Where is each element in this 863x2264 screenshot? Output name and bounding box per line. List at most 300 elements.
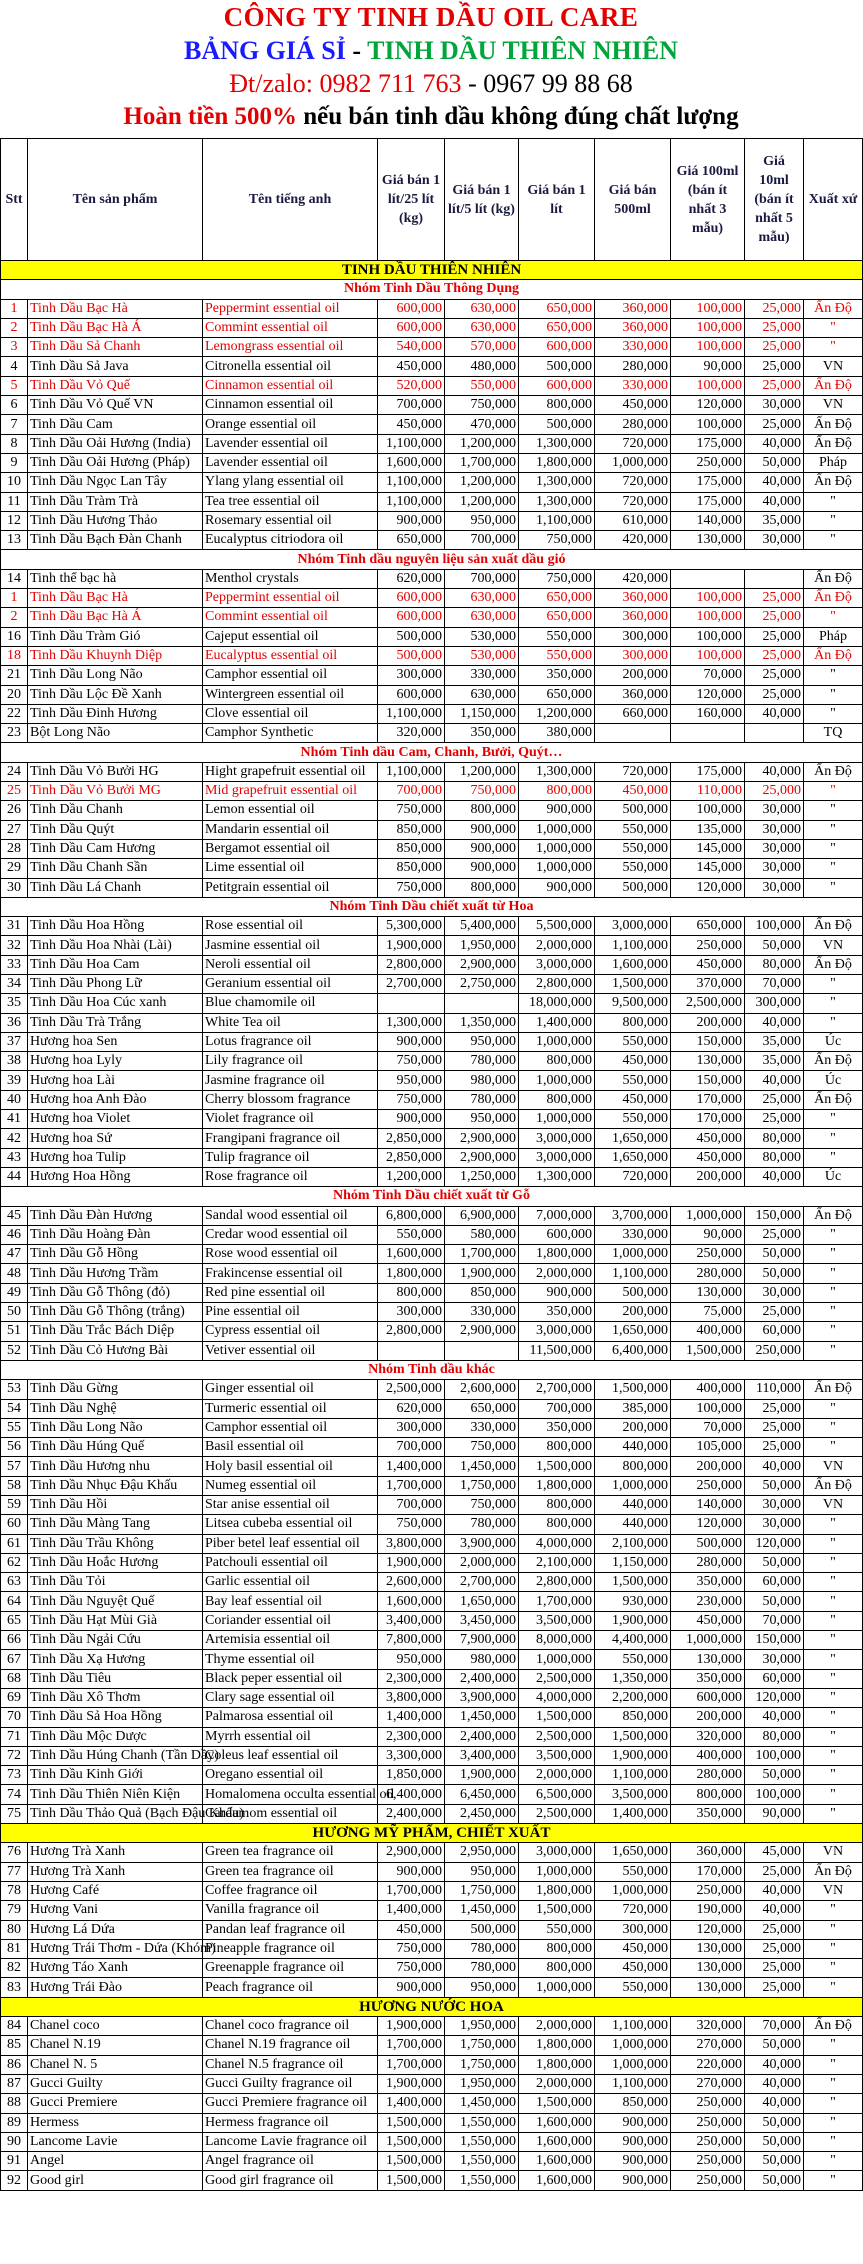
table-row bbox=[1, 1129, 863, 1148]
cell-price-25l: 300,000 bbox=[378, 666, 445, 685]
cell-price-1l: 550,000 bbox=[519, 627, 595, 646]
cell-price-500ml: 280,000 bbox=[595, 415, 671, 434]
cell-price-1l: 1,000,000 bbox=[519, 839, 595, 858]
cell-price-5l: 630,000 bbox=[445, 299, 519, 318]
cell-price-25l bbox=[378, 1341, 445, 1360]
table-row bbox=[1, 2036, 863, 2055]
cell-price-100ml: 130,000 bbox=[671, 531, 745, 550]
cell-price-500ml: 450,000 bbox=[595, 782, 671, 801]
cell-stt: 38 bbox=[1, 1052, 28, 1071]
cell-price-10ml: 40,000 bbox=[745, 1071, 804, 1090]
cell-price-25l: 750,000 bbox=[378, 1515, 445, 1534]
section-header-row bbox=[1, 1997, 863, 2016]
cell-product-name: Chanel coco bbox=[28, 2017, 203, 2036]
cell-price-25l: 1,100,000 bbox=[378, 762, 445, 781]
cell-price-10ml: 40,000 bbox=[745, 1901, 804, 1920]
cell-price-1l: 800,000 bbox=[519, 1052, 595, 1071]
cell-product-name: Tinh Dầu Húng Chanh (Tần Dầy) bbox=[28, 1746, 203, 1765]
cell-price-5l: 350,000 bbox=[445, 724, 519, 743]
cell-price-25l bbox=[378, 994, 445, 1013]
cell-price-10ml: 40,000 bbox=[745, 1013, 804, 1032]
cell-english-name: Vanilla fragrance oil bbox=[203, 1901, 378, 1920]
cell-price-1l: 3,000,000 bbox=[519, 955, 595, 974]
cell-price-25l: 600,000 bbox=[378, 608, 445, 627]
cell-price-1l: 18,000,000 bbox=[519, 994, 595, 1013]
cell-price-1l: 800,000 bbox=[519, 1515, 595, 1534]
cell-price-10ml: 25,000 bbox=[745, 318, 804, 337]
cell-price-100ml: 100,000 bbox=[671, 608, 745, 627]
cell-price-10ml: 50,000 bbox=[745, 1592, 804, 1611]
cell-price-1l: 2,000,000 bbox=[519, 936, 595, 955]
cell-origin: Ấn Độ bbox=[804, 434, 863, 453]
cell-price-100ml: 100,000 bbox=[671, 1399, 745, 1418]
cell-price-500ml: 550,000 bbox=[595, 820, 671, 839]
cell-stt: 51 bbox=[1, 1322, 28, 1341]
table-row bbox=[1, 1708, 863, 1727]
cell-english-name: Ginger essential oil bbox=[203, 1380, 378, 1399]
cell-english-name: Angel fragrance oil bbox=[203, 2152, 378, 2171]
cell-product-name: Tinh Dầu Đàn Hương bbox=[28, 1206, 203, 1225]
cell-english-name: Cherry blossom fragrance bbox=[203, 1090, 378, 1109]
cell-price-500ml: 1,100,000 bbox=[595, 936, 671, 955]
cell-origin: Pháp bbox=[804, 453, 863, 472]
table-row bbox=[1, 1959, 863, 1978]
cell-price-5l: 2,900,000 bbox=[445, 1148, 519, 1167]
cell-product-name: Lancome Lavie bbox=[28, 2132, 203, 2151]
cell-origin: " bbox=[804, 2074, 863, 2093]
col-header-product-name: Tên sản phẩm bbox=[28, 139, 203, 261]
table-row bbox=[1, 1438, 863, 1457]
cell-stt: 78 bbox=[1, 1881, 28, 1900]
cell-stt: 70 bbox=[1, 1708, 28, 1727]
cell-price-100ml: 200,000 bbox=[671, 1457, 745, 1476]
cell-stt: 8 bbox=[1, 434, 28, 453]
table-row bbox=[1, 1052, 863, 1071]
cell-price-100ml: 250,000 bbox=[671, 2094, 745, 2113]
cell-english-name: Garlic essential oil bbox=[203, 1573, 378, 1592]
cell-price-500ml: 1,600,000 bbox=[595, 955, 671, 974]
cell-price-1l: 650,000 bbox=[519, 299, 595, 318]
cell-price-25l: 2,800,000 bbox=[378, 1322, 445, 1341]
cell-price-1l: 1,300,000 bbox=[519, 1167, 595, 1186]
cell-english-name: Cypress essential oil bbox=[203, 1322, 378, 1341]
cell-origin: Ấn Độ bbox=[804, 299, 863, 318]
cell-origin: " bbox=[804, 1669, 863, 1688]
cell-origin: Pháp bbox=[804, 627, 863, 646]
section-title: TINH DẦU THIÊN NHIÊN bbox=[1, 261, 863, 280]
cell-price-100ml: 450,000 bbox=[671, 1611, 745, 1630]
cell-origin: VN bbox=[804, 936, 863, 955]
cell-stt: 56 bbox=[1, 1438, 28, 1457]
cell-price-100ml: 320,000 bbox=[671, 1727, 745, 1746]
cell-price-5l: 2,000,000 bbox=[445, 1553, 519, 1572]
cell-origin: " bbox=[804, 1341, 863, 1360]
cell-price-25l: 850,000 bbox=[378, 820, 445, 839]
cell-price-10ml: 25,000 bbox=[745, 1438, 804, 1457]
cell-price-1l: 900,000 bbox=[519, 1283, 595, 1302]
cell-price-100ml: 220,000 bbox=[671, 2055, 745, 2074]
cell-price-5l: 780,000 bbox=[445, 1939, 519, 1958]
cell-price-5l: 1,550,000 bbox=[445, 2152, 519, 2171]
cell-price-5l: 950,000 bbox=[445, 511, 519, 530]
cell-price-1l: 1,300,000 bbox=[519, 762, 595, 781]
col-header-price-500ml: Giá bán 500ml bbox=[595, 139, 671, 261]
table-row bbox=[1, 1071, 863, 1090]
cell-stt: 68 bbox=[1, 1669, 28, 1688]
cell-price-5l: 330,000 bbox=[445, 1303, 519, 1322]
cell-product-name: Hương Café bbox=[28, 1881, 203, 1900]
cell-price-25l: 2,700,000 bbox=[378, 974, 445, 993]
cell-english-name: Chanel N.19 fragrance oil bbox=[203, 2036, 378, 2055]
cell-stt: 31 bbox=[1, 917, 28, 936]
table-row bbox=[1, 2113, 863, 2132]
cell-price-5l: 7,900,000 bbox=[445, 1631, 519, 1650]
table-row bbox=[1, 2132, 863, 2151]
cell-price-10ml: 30,000 bbox=[745, 396, 804, 415]
cell-price-100ml: 170,000 bbox=[671, 1090, 745, 1109]
cell-price-5l: 800,000 bbox=[445, 878, 519, 897]
cell-price-1l: 900,000 bbox=[519, 878, 595, 897]
cell-price-5l: 1,700,000 bbox=[445, 1245, 519, 1264]
cell-price-5l: 950,000 bbox=[445, 1110, 519, 1129]
cell-origin: " bbox=[804, 1631, 863, 1650]
cell-origin: TQ bbox=[804, 724, 863, 743]
cell-price-100ml: 450,000 bbox=[671, 955, 745, 974]
cell-price-25l: 2,900,000 bbox=[378, 1843, 445, 1862]
cell-origin: " bbox=[804, 1978, 863, 1997]
cell-price-25l: 750,000 bbox=[378, 1959, 445, 1978]
cell-stt: 2 bbox=[1, 318, 28, 337]
cell-stt: 41 bbox=[1, 1110, 28, 1129]
cell-english-name: Chanel N.5 fragrance oil bbox=[203, 2055, 378, 2074]
cell-product-name: Tinh Dầu Gỗ Thông (đỏ) bbox=[28, 1283, 203, 1302]
cell-price-1l: 600,000 bbox=[519, 376, 595, 395]
cell-english-name: Black peper essential oil bbox=[203, 1669, 378, 1688]
cell-price-1l: 1,000,000 bbox=[519, 1071, 595, 1090]
table-row bbox=[1, 1881, 863, 1900]
cell-product-name: Tinh Dầu Cam Hương bbox=[28, 839, 203, 858]
table-row bbox=[1, 936, 863, 955]
table-row bbox=[1, 1631, 863, 1650]
cell-price-500ml: 800,000 bbox=[595, 1013, 671, 1032]
cell-price-5l: 500,000 bbox=[445, 1920, 519, 1939]
cell-price-100ml: 135,000 bbox=[671, 820, 745, 839]
cell-stt: 79 bbox=[1, 1901, 28, 1920]
cell-price-10ml: 25,000 bbox=[745, 1090, 804, 1109]
cell-english-name: Pandan leaf fragrance oil bbox=[203, 1920, 378, 1939]
cell-stt: 13 bbox=[1, 531, 28, 550]
cell-product-name: Tinh Dầu Xô Thơm bbox=[28, 1688, 203, 1707]
table-row bbox=[1, 1669, 863, 1688]
cell-price-25l: 1,500,000 bbox=[378, 2152, 445, 2171]
table-row bbox=[1, 685, 863, 704]
refund-text: nếu bán tinh dầu không đúng chất lượng bbox=[297, 103, 739, 130]
cell-price-100ml: 270,000 bbox=[671, 2074, 745, 2093]
cell-price-100ml: 130,000 bbox=[671, 1939, 745, 1958]
cell-origin: Ấn Độ bbox=[804, 1862, 863, 1881]
cell-price-1l: 1,800,000 bbox=[519, 2036, 595, 2055]
cell-stt: 92 bbox=[1, 2171, 28, 2190]
cell-english-name: Jasmine essential oil bbox=[203, 936, 378, 955]
cell-product-name: Tinh Dầu Vỏ Quế VN bbox=[28, 396, 203, 415]
cell-price-1l: 8,000,000 bbox=[519, 1631, 595, 1650]
table-header-row bbox=[1, 139, 863, 261]
cell-price-1l: 750,000 bbox=[519, 531, 595, 550]
cell-english-name: Mid grapefruit essential oil bbox=[203, 782, 378, 801]
cell-origin: " bbox=[804, 666, 863, 685]
cell-product-name: Hương Lá Dứa bbox=[28, 1920, 203, 1939]
cell-english-name: Frangipani fragrance oil bbox=[203, 1129, 378, 1148]
cell-english-name: Pineapple fragrance oil bbox=[203, 1939, 378, 1958]
group-header-row bbox=[1, 1360, 863, 1379]
cell-product-name: Tinh Dầu Lộc Đề Xanh bbox=[28, 685, 203, 704]
cell-price-25l: 7,800,000 bbox=[378, 1631, 445, 1650]
cell-english-name: Commint essential oil bbox=[203, 318, 378, 337]
cell-stt: 84 bbox=[1, 2017, 28, 2036]
cell-product-name: Tinh Dầu Phong Lữ bbox=[28, 974, 203, 993]
cell-price-10ml: 100,000 bbox=[745, 1746, 804, 1765]
cell-price-1l: 3,000,000 bbox=[519, 1148, 595, 1167]
table-row bbox=[1, 1843, 863, 1862]
group-title: Nhóm Tinh dầu Cam, Chanh, Bưởi, Quýt… bbox=[1, 743, 863, 762]
cell-price-100ml: 1,000,000 bbox=[671, 1206, 745, 1225]
cell-price-500ml: 1,650,000 bbox=[595, 1843, 671, 1862]
cell-price-100ml: 140,000 bbox=[671, 511, 745, 530]
cell-price-1l: 11,500,000 bbox=[519, 1341, 595, 1360]
cell-price-25l: 3,400,000 bbox=[378, 1611, 445, 1630]
cell-origin: Ấn Độ bbox=[804, 473, 863, 492]
cell-price-1l: 500,000 bbox=[519, 357, 595, 376]
cell-price-500ml: 1,000,000 bbox=[595, 1881, 671, 1900]
cell-price-500ml: 1,000,000 bbox=[595, 453, 671, 472]
cell-price-10ml: 50,000 bbox=[745, 1766, 804, 1785]
cell-price-1l: 1,000,000 bbox=[519, 1032, 595, 1051]
table-row bbox=[1, 1553, 863, 1572]
cell-price-100ml: 120,000 bbox=[671, 878, 745, 897]
cell-price-10ml: 25,000 bbox=[745, 1959, 804, 1978]
cell-price-5l: 2,400,000 bbox=[445, 1669, 519, 1688]
table-row bbox=[1, 1862, 863, 1881]
cell-price-10ml: 40,000 bbox=[745, 1167, 804, 1186]
cell-price-10ml: 35,000 bbox=[745, 1032, 804, 1051]
cell-english-name: Numeg essential oil bbox=[203, 1476, 378, 1495]
cell-price-25l: 2,800,000 bbox=[378, 955, 445, 974]
cell-price-500ml: 900,000 bbox=[595, 2152, 671, 2171]
cell-price-5l: 1,750,000 bbox=[445, 1476, 519, 1495]
cell-origin: " bbox=[804, 685, 863, 704]
cell-stt: 71 bbox=[1, 1727, 28, 1746]
cell-price-1l: 2,000,000 bbox=[519, 1264, 595, 1283]
cell-price-10ml: 25,000 bbox=[745, 782, 804, 801]
cell-stt: 48 bbox=[1, 1264, 28, 1283]
cell-stt: 72 bbox=[1, 1746, 28, 1765]
cell-price-5l: 1,900,000 bbox=[445, 1264, 519, 1283]
cell-english-name: Vetiver essential oil bbox=[203, 1341, 378, 1360]
cell-price-1l: 550,000 bbox=[519, 1920, 595, 1939]
cell-price-10ml: 60,000 bbox=[745, 1322, 804, 1341]
cell-price-100ml bbox=[671, 569, 745, 588]
cell-price-5l: 1,550,000 bbox=[445, 2171, 519, 2190]
cell-english-name: Basil essential oil bbox=[203, 1438, 378, 1457]
cell-price-100ml: 145,000 bbox=[671, 839, 745, 858]
cell-price-1l: 5,500,000 bbox=[519, 917, 595, 936]
col-header-price-5l: Giá bán 1 lít/5 lít (kg) bbox=[445, 139, 519, 261]
cell-price-100ml: 370,000 bbox=[671, 974, 745, 993]
cell-price-500ml: 1,000,000 bbox=[595, 2036, 671, 2055]
cell-english-name: Peppermint essential oil bbox=[203, 589, 378, 608]
table-row bbox=[1, 589, 863, 608]
cell-price-100ml: 250,000 bbox=[671, 2113, 745, 2132]
cell-price-10ml: 25,000 bbox=[745, 376, 804, 395]
phone-label: Đt/zalo: bbox=[229, 69, 320, 98]
cell-price-25l: 300,000 bbox=[378, 1418, 445, 1437]
table-row bbox=[1, 2171, 863, 2190]
cell-origin: " bbox=[804, 820, 863, 839]
cell-price-10ml: 25,000 bbox=[745, 357, 804, 376]
cell-stt: 5 bbox=[1, 376, 28, 395]
cell-price-25l: 900,000 bbox=[378, 1862, 445, 1881]
cell-price-5l: 750,000 bbox=[445, 782, 519, 801]
cell-price-1l: 750,000 bbox=[519, 569, 595, 588]
cell-price-25l: 1,500,000 bbox=[378, 2113, 445, 2132]
cell-price-1l: 800,000 bbox=[519, 1496, 595, 1515]
cell-stt: 7 bbox=[1, 415, 28, 434]
cell-price-500ml: 1,100,000 bbox=[595, 2017, 671, 2036]
cell-english-name: Lemon essential oil bbox=[203, 801, 378, 820]
cell-price-500ml: 200,000 bbox=[595, 1418, 671, 1437]
table-row bbox=[1, 1978, 863, 1997]
cell-product-name: Gucci Premiere bbox=[28, 2094, 203, 2113]
cell-stt: 46 bbox=[1, 1225, 28, 1244]
cell-stt: 76 bbox=[1, 1843, 28, 1862]
cell-price-500ml: 720,000 bbox=[595, 1901, 671, 1920]
cell-stt: 14 bbox=[1, 569, 28, 588]
cell-price-10ml: 80,000 bbox=[745, 1148, 804, 1167]
table-row bbox=[1, 1534, 863, 1553]
cell-price-1l: 1,000,000 bbox=[519, 1978, 595, 1997]
group-title: Nhóm Tinh dầu nguyên liệu sản xuất dầu gió bbox=[1, 550, 863, 569]
cell-price-100ml: 200,000 bbox=[671, 1013, 745, 1032]
cell-stt: 58 bbox=[1, 1476, 28, 1495]
cell-english-name: Ylang ylang essential oil bbox=[203, 473, 378, 492]
cell-english-name: Jasmine fragrance oil bbox=[203, 1071, 378, 1090]
cell-origin: " bbox=[804, 1013, 863, 1032]
cell-english-name: Wintergreen essential oil bbox=[203, 685, 378, 704]
cell-price-500ml: 360,000 bbox=[595, 685, 671, 704]
table-row bbox=[1, 762, 863, 781]
cell-price-500ml: 6,400,000 bbox=[595, 1341, 671, 1360]
cell-price-500ml: 330,000 bbox=[595, 376, 671, 395]
company-name: CÔNG TY TINH DẦU OIL CARE bbox=[223, 2, 639, 32]
cell-price-10ml: 50,000 bbox=[745, 1264, 804, 1283]
cell-price-100ml: 100,000 bbox=[671, 338, 745, 357]
group-title: Nhóm Tinh Dầu Thông Dụng bbox=[1, 280, 863, 299]
cell-origin: " bbox=[804, 2036, 863, 2055]
cell-price-1l: 350,000 bbox=[519, 1303, 595, 1322]
cell-stt: 42 bbox=[1, 1129, 28, 1148]
cell-price-500ml: 720,000 bbox=[595, 434, 671, 453]
cell-price-1l: 800,000 bbox=[519, 1959, 595, 1978]
cell-price-5l bbox=[445, 994, 519, 1013]
cell-price-100ml: 250,000 bbox=[671, 453, 745, 472]
cell-price-25l: 620,000 bbox=[378, 1399, 445, 1418]
cell-price-5l: 800,000 bbox=[445, 801, 519, 820]
cell-english-name: Turmeric essential oil bbox=[203, 1399, 378, 1418]
cell-price-25l: 900,000 bbox=[378, 511, 445, 530]
cell-price-25l: 750,000 bbox=[378, 878, 445, 897]
cell-price-100ml: 350,000 bbox=[671, 1573, 745, 1592]
cell-price-100ml: 130,000 bbox=[671, 1959, 745, 1978]
cell-price-500ml: 900,000 bbox=[595, 2171, 671, 2190]
cell-price-25l: 1,500,000 bbox=[378, 2132, 445, 2151]
cell-price-100ml: 140,000 bbox=[671, 1496, 745, 1515]
cell-origin: Ấn Độ bbox=[804, 1380, 863, 1399]
cell-price-25l: 1,600,000 bbox=[378, 453, 445, 472]
cell-price-500ml: 900,000 bbox=[595, 2113, 671, 2132]
cell-price-500ml: 1,650,000 bbox=[595, 1148, 671, 1167]
col-header-price-1l: Giá bán 1 lít bbox=[519, 139, 595, 261]
cell-english-name: Mandarin essential oil bbox=[203, 820, 378, 839]
cell-stt: 3 bbox=[1, 338, 28, 357]
group-header-row bbox=[1, 897, 863, 916]
cell-origin: " bbox=[804, 338, 863, 357]
cell-price-100ml: 650,000 bbox=[671, 917, 745, 936]
table-row bbox=[1, 1110, 863, 1129]
cell-english-name: Rosemary essential oil bbox=[203, 511, 378, 530]
cell-price-10ml: 110,000 bbox=[745, 1380, 804, 1399]
cell-origin: " bbox=[804, 1939, 863, 1958]
cell-price-5l: 750,000 bbox=[445, 396, 519, 415]
table-body bbox=[1, 261, 863, 2191]
cell-price-25l: 750,000 bbox=[378, 1090, 445, 1109]
cell-price-5l: 580,000 bbox=[445, 1225, 519, 1244]
cell-price-1l: 1,500,000 bbox=[519, 1457, 595, 1476]
table-row bbox=[1, 1611, 863, 1630]
cell-price-10ml: 50,000 bbox=[745, 1553, 804, 1572]
cell-price-10ml: 25,000 bbox=[745, 415, 804, 434]
cell-product-name: Hương hoa Tulip bbox=[28, 1148, 203, 1167]
cell-origin: " bbox=[804, 1148, 863, 1167]
cell-price-5l: 1,250,000 bbox=[445, 1167, 519, 1186]
table-row bbox=[1, 376, 863, 395]
cell-english-name: Star anise essential oil bbox=[203, 1496, 378, 1515]
cell-product-name: Tinh Dầu Quýt bbox=[28, 820, 203, 839]
col-header-origin: Xuất xứ bbox=[804, 139, 863, 261]
cell-price-5l: 780,000 bbox=[445, 1515, 519, 1534]
cell-stt: 29 bbox=[1, 859, 28, 878]
cell-stt: 65 bbox=[1, 1611, 28, 1630]
table-row bbox=[1, 1245, 863, 1264]
cell-product-name: Tinh Dầu Nghệ bbox=[28, 1399, 203, 1418]
cell-price-100ml: 280,000 bbox=[671, 1766, 745, 1785]
cell-price-500ml: 1,000,000 bbox=[595, 2055, 671, 2074]
cell-price-100ml: 110,000 bbox=[671, 782, 745, 801]
cell-product-name: Hương Táo Xanh bbox=[28, 1959, 203, 1978]
cell-origin: " bbox=[804, 801, 863, 820]
cell-stt: 1 bbox=[1, 589, 28, 608]
table-row bbox=[1, 415, 863, 434]
cell-price-1l: 1,800,000 bbox=[519, 1245, 595, 1264]
cell-origin: " bbox=[804, 1534, 863, 1553]
cell-origin: " bbox=[804, 1727, 863, 1746]
cell-price-5l: 980,000 bbox=[445, 1071, 519, 1090]
cell-price-10ml: 25,000 bbox=[745, 1110, 804, 1129]
cell-price-1l: 1,000,000 bbox=[519, 1650, 595, 1669]
cell-english-name: Lily fragrance oil bbox=[203, 1052, 378, 1071]
group-title: Nhóm Tinh Dầu chiết xuất từ Gỗ bbox=[1, 1187, 863, 1206]
cell-price-5l: 1,150,000 bbox=[445, 704, 519, 723]
refund-notice bbox=[0, 100, 862, 134]
